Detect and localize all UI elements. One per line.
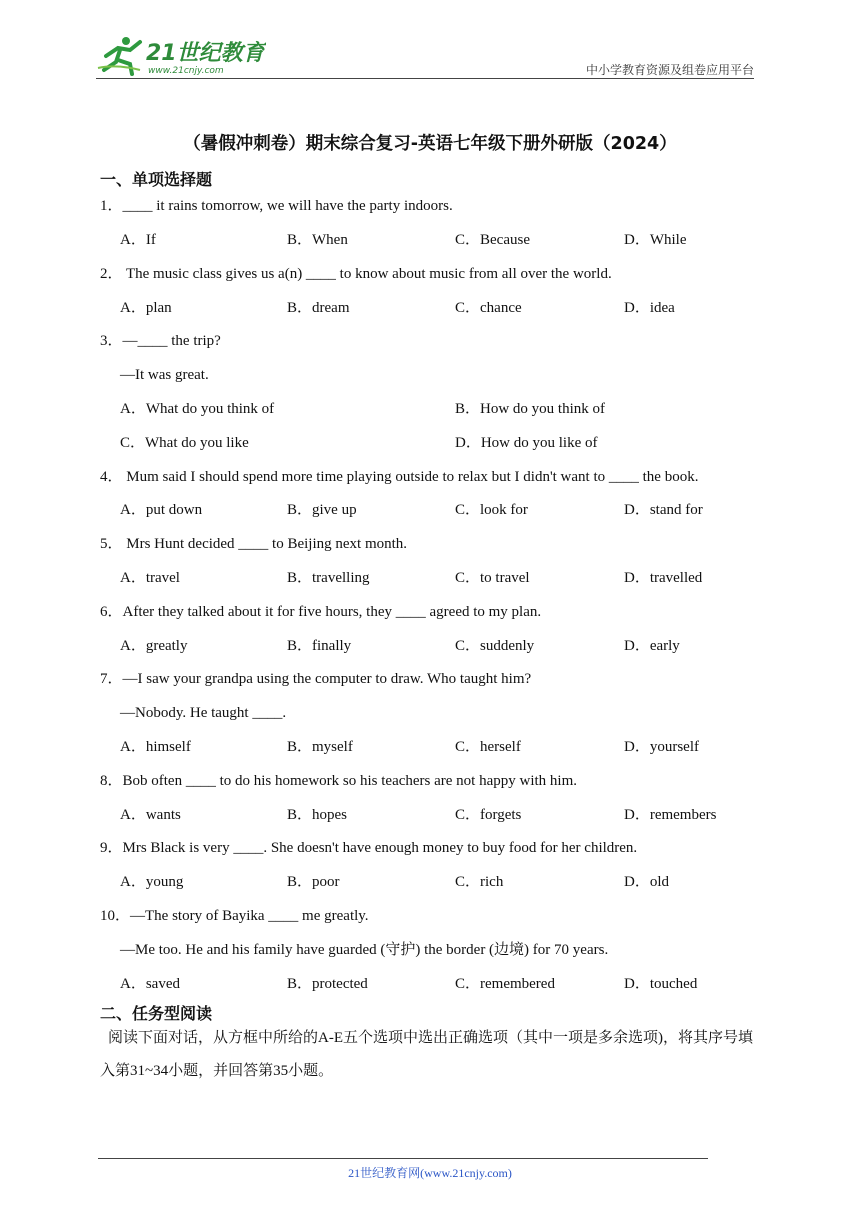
option: C．suddenly xyxy=(455,638,535,654)
option: C．to travel xyxy=(455,570,530,586)
option: C．forgets xyxy=(455,807,522,823)
logo-text: 21世纪教育 xyxy=(146,41,265,66)
option: D．yourself xyxy=(624,739,699,755)
question-stem: 8．Bob often ____ to do his homework so his teachers are not happy with him. xyxy=(100,773,578,789)
option: C．herself xyxy=(455,739,521,755)
option: C．What do you like xyxy=(120,435,249,451)
option: A．travel xyxy=(120,570,180,586)
option: A．If xyxy=(120,232,156,248)
option: A．put down xyxy=(120,502,203,518)
option: B．travelling xyxy=(287,570,370,586)
question-stem: 5． Mrs Hunt decided ____ to Beijing next month. xyxy=(100,536,408,552)
option: B．hopes xyxy=(287,807,348,823)
question-stem-line: —It was great. xyxy=(120,367,209,383)
option: C．chance xyxy=(455,300,522,316)
section-heading-choice: 一、单项选择题 xyxy=(100,170,213,189)
option: D．touched xyxy=(624,976,698,992)
option: A．greatly xyxy=(120,638,188,654)
option: B．How do you think of xyxy=(455,401,606,417)
option: D．old xyxy=(624,874,670,890)
page-title: （暑假冲刺卷）期末综合复习-英语七年级下册外研版（2024） xyxy=(183,134,677,154)
question-stem-line: —Nobody. He taught ____. xyxy=(120,705,287,721)
option: C．look for xyxy=(455,502,528,518)
logo xyxy=(96,34,266,78)
footer-link[interactable]: 21世纪教育网(www.21cnjy.com) xyxy=(348,1166,512,1180)
section-heading-reading: 二、任务型阅读 xyxy=(100,1004,213,1023)
option: D．How do you like of xyxy=(455,435,598,451)
option: A．plan xyxy=(120,300,172,316)
logo-url: www.21cnjy.com xyxy=(148,66,224,76)
option: B．protected xyxy=(287,976,368,992)
option: D．While xyxy=(624,232,687,248)
option: C．Because xyxy=(455,232,530,248)
option: A．young xyxy=(120,874,184,890)
question-stem-line: —Me too. He and his family have guarded (守护) the border (边境) for 70 years. xyxy=(120,942,609,958)
option: D．stand for xyxy=(624,502,703,518)
option: B．finally xyxy=(287,638,352,654)
question-stem: 4． Mum said I should spend more time playing outside to relax but I didn't want to ____ the book. xyxy=(100,469,699,485)
question-stem: 7．—I saw your grandpa using the computer to draw. Who taught him? xyxy=(100,671,532,687)
option: B．give up xyxy=(287,502,357,518)
option: A．saved xyxy=(120,976,180,992)
platform-name: 中小学教育资源及组卷应用平台 xyxy=(585,63,754,77)
option: B．poor xyxy=(287,874,340,890)
option: B．dream xyxy=(287,300,350,316)
option: D．idea xyxy=(624,300,675,316)
question-stem: 1．____ it rains tomorrow, we will have the party indoors. xyxy=(100,198,453,214)
reading-instructions: 阅读下面对话，从方框中所给的A-E五个选项中选出正确选项（其中一项是多余选项)，将其序号填入第31~34小题，并回答第35小题。 xyxy=(100,1030,753,1079)
option: D．early xyxy=(624,638,680,654)
footer-divider xyxy=(98,1158,708,1159)
option: A．wants xyxy=(120,807,181,823)
option: D．travelled xyxy=(624,570,703,586)
question-stem: 10．—The story of Bayika ____ me greatly. xyxy=(100,908,369,924)
option: B．When xyxy=(287,232,348,248)
option: A．What do you think of xyxy=(120,401,275,417)
question-stem: 6．After they talked about it for five hours, they ____ agreed to my plan. xyxy=(100,604,542,620)
option: A．himself xyxy=(120,739,191,755)
question-stem: 9．Mrs Black is very ____. She doesn't have enough money to buy food for her children. xyxy=(100,840,638,856)
option: C．remembered xyxy=(455,976,555,992)
header-divider xyxy=(96,78,754,79)
question-stem: 3．—____ the trip? xyxy=(100,333,221,349)
runner-icon xyxy=(98,37,140,74)
option: C．rich xyxy=(455,874,504,890)
question-stem: 2． The music class gives us a(n) ____ to know about music from all over the world. xyxy=(100,266,612,282)
option: B．myself xyxy=(287,739,353,755)
option: D．remembers xyxy=(624,807,717,823)
